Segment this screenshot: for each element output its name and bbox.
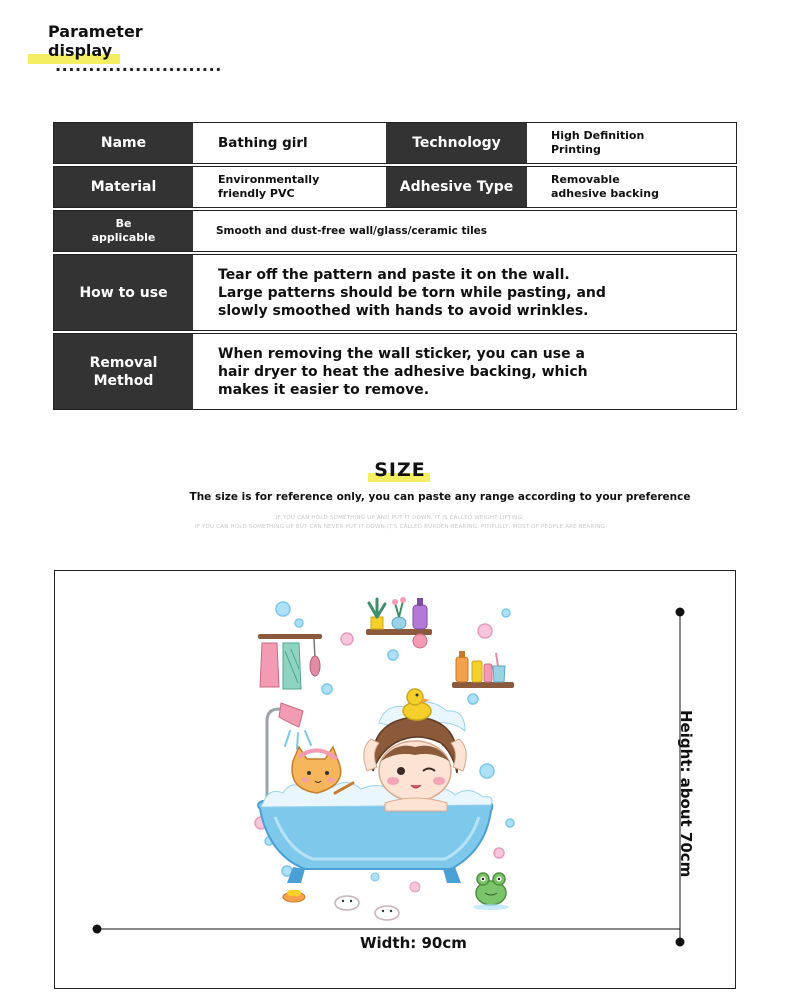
slippers: [335, 896, 399, 920]
rubber-duck: [403, 689, 431, 720]
width-dimension-line: [93, 925, 681, 934]
param-row-material: [53, 166, 737, 208]
removal-method-label: Removal Method: [54, 334, 193, 409]
frog: [473, 873, 509, 910]
name-value: Bathing girl: [218, 135, 308, 151]
height-label: Height: about 70cm: [677, 710, 695, 878]
size-title: SIZE: [374, 459, 426, 481]
material-value: Environmentally friendly PVC: [218, 173, 320, 200]
applicable-value: Smooth and dust-free wall/glass/ceramic tiles: [216, 225, 488, 237]
removal-method-value: When removing the wall sticker, you can use a hair dryer to heat the adhesive backing, which makes it easier to remove.: [218, 345, 588, 398]
adhesive-type-value: Removable adhesive backing: [551, 173, 659, 200]
how-to-use-value: Tear off the pattern and paste it on the wall. Large patterns should be torn while pasting, and slowly smoothed with hands to avoid wrinkles.: [218, 266, 606, 319]
parameter-header: [28, 20, 308, 80]
material-label: Material: [54, 167, 193, 207]
dotted-divider: .........................: [55, 56, 222, 75]
adhesive-type-label: Adhesive Type: [386, 167, 527, 207]
technology-value: High Definition Printing: [551, 129, 645, 156]
bathing-girl-illustration: [55, 571, 735, 988]
top-shelf: [366, 597, 432, 648]
size-heading: [360, 459, 440, 485]
param-row-name: [53, 122, 737, 164]
width-label: Width: 90cm: [360, 934, 467, 952]
section-title: Parameter display: [48, 22, 143, 60]
name-label: Name: [54, 123, 193, 163]
applicable-label: Be applicable: [54, 211, 193, 251]
param-row-removal: [53, 333, 737, 410]
technology-label: Technology: [386, 123, 527, 163]
param-row-applicable: [53, 210, 737, 252]
towel-rack: [258, 634, 322, 689]
how-to-use-label: How to use: [54, 255, 193, 330]
height-label-wrap: [665, 710, 725, 878]
faint-caption-1: IF YOU CAN HOLD SOMETHING UP AND PUT IT DOWN, IT IS CALLED WEIGHT-LIFTING;: [275, 515, 525, 521]
right-shelf: [452, 651, 514, 688]
faint-caption-2: IF YOU CAN HOLD SOMETHING UP BUT CAN NEVER PUT IT DOWN,IT'S CALLED BURDEN-BEARING. PITIFULLY, MOST OF PEOPLE ARE BEARING: [195, 524, 605, 530]
param-row-how-to-use: [53, 254, 737, 331]
soap-dish: [283, 890, 305, 902]
size-note: The size is for reference only, you can paste any range according to your preference: [189, 491, 691, 503]
bathtub: [258, 782, 492, 892]
